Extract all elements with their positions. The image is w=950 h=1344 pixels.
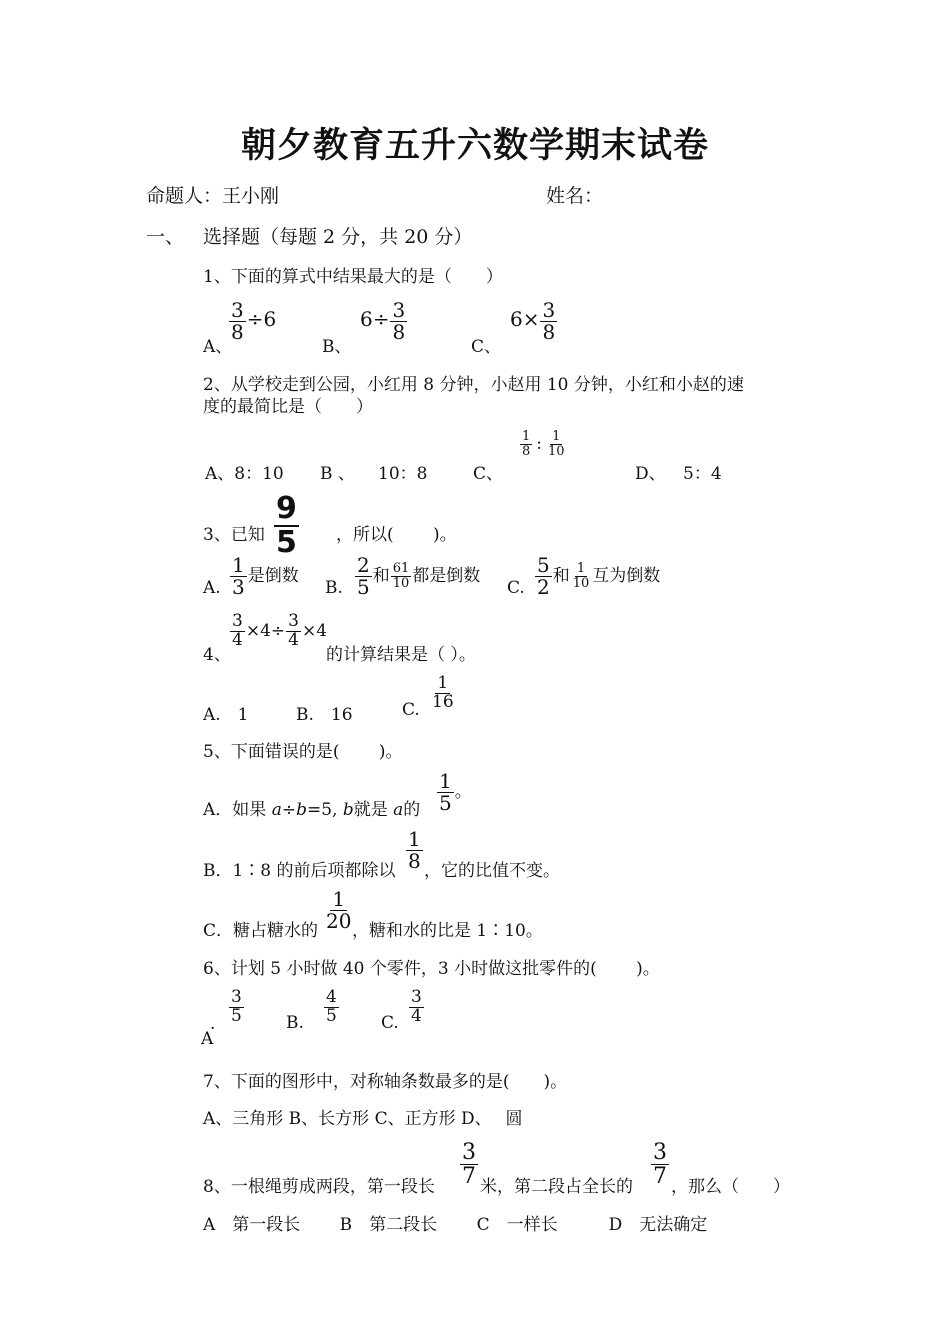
q3-option-a-expr: $\frac{1}{3}$ 是倒数 xyxy=(232,553,299,599)
fraction: $\frac{3}{7}$ xyxy=(462,1140,476,1190)
q2-option-d-value: 5：4 xyxy=(683,464,722,484)
fraction: $\frac{1}{20}$ xyxy=(326,887,352,933)
q4-expression: $\frac{3}{4}$ ×4÷ $\frac{3}{4}$ ×4 xyxy=(232,611,328,650)
section-number: 一、 xyxy=(146,226,185,248)
fraction: $\frac{3}{4}$ xyxy=(288,611,299,650)
question-1-stem: 1、下面的算式中结果最大的是（ ） xyxy=(203,267,503,287)
q8-fraction-2 xyxy=(650,1141,670,1188)
q2-option-c-expr: $\frac{1}{8}$ : $\frac{1}{10}$ xyxy=(522,429,565,459)
q6-option-c-fraction xyxy=(408,989,425,1026)
q6-option-c-label: C. xyxy=(381,1013,399,1033)
q6-option-b-label: B. xyxy=(286,1013,304,1033)
fraction: $\frac{1}{8}$ xyxy=(522,429,531,459)
q1-option-b-expr: 6÷ $\frac{3}{8}$ xyxy=(360,298,406,344)
q8-options: A 第一段长 B 第二段长 C 一样长 D 无法确定 xyxy=(203,1215,708,1235)
q4-option-c-expr xyxy=(429,675,457,712)
q2-option-b-value: 10：8 xyxy=(378,464,428,484)
fraction: $\frac{1}{8}$ xyxy=(408,827,421,873)
q3-option-c-expr: $\frac{5}{2}$ 和 $\frac{1}{10}$ 互为倒数 xyxy=(537,553,661,599)
q3-option-b-expr: $\frac{2}{5}$ 和 $\frac{61}{10}$ 都是倒数 xyxy=(357,553,481,599)
q5-option-a: A．如果 a÷b=5, b就是 a的 xyxy=(203,800,421,820)
q6-option-a-dot: . xyxy=(210,1014,216,1034)
q2-option-b-label: B 、 xyxy=(320,464,355,484)
fraction: $\frac{61}{10}$ xyxy=(392,561,410,591)
fraction: $\frac{1}{16}$ xyxy=(432,673,454,712)
q1-option-a-label: A、 xyxy=(203,337,233,357)
fraction: $\frac{1}{3}$ xyxy=(232,553,245,599)
fraction: $\frac{1}{10}$ xyxy=(548,429,565,459)
q6-option-a-fraction xyxy=(228,989,245,1026)
question-2-stem-line-1: 2、从学校走到公园，小红用 8 分钟，小赵用 10 分钟，小红和小赵的速 xyxy=(203,375,744,395)
question-4-stem: 的计算结果是（ ）。 xyxy=(326,645,476,665)
q3-option-b-label: B. xyxy=(325,578,343,598)
q2-option-a: A、8：10 xyxy=(205,464,284,484)
q3-option-a-label: A. xyxy=(203,578,221,598)
question-8-prefix: 8、一根绳剪成两段，第一段长 xyxy=(203,1177,435,1197)
question-4-prefix: 4、 xyxy=(203,645,231,665)
question-8-mid: 米，第二段占全长的 xyxy=(480,1177,633,1197)
question-3-prefix: 3、已知 xyxy=(203,525,265,545)
question-8-suffix: ，那么（ ） xyxy=(671,1177,790,1197)
q3-option-c-label: C. xyxy=(507,578,525,598)
q8-fraction-1 xyxy=(459,1141,479,1188)
fraction: $\frac{3}{8}$ xyxy=(542,298,556,344)
q5-option-b-text: B．1∶8 的前后项都除以 xyxy=(203,861,396,881)
fraction: $\frac{9}{5}$ xyxy=(276,491,297,560)
q5-option-b-end: ，它的比值不变。 xyxy=(424,861,560,881)
q1-option-c-expr: 6× $\frac{3}{8}$ xyxy=(510,298,556,344)
question-3-suffix: ，所以( )。 xyxy=(336,525,457,545)
question-5-stem: 5、下面错误的是( )。 xyxy=(203,742,403,762)
q5-option-b-fraction xyxy=(405,829,424,872)
fraction: $\frac{3}{5}$ xyxy=(231,987,242,1026)
q1-option-a-expr: $\frac{3}{8}$ ÷6 xyxy=(231,298,277,344)
fraction: $\frac{4}{5}$ xyxy=(326,987,337,1026)
q4-option-b: B. 16 xyxy=(296,705,353,725)
q6-option-b-fraction xyxy=(323,989,340,1026)
question-2-stem-line-2: 度的最简比是（ ） xyxy=(203,397,373,417)
q7-options: A、三角形 B、长方形 C、正方形 D、 圆 xyxy=(203,1109,523,1129)
fraction: $\frac{3}{8}$ xyxy=(231,298,244,344)
question-7-stem: 7、下面的图形中，对称轴条数最多的是( )。 xyxy=(203,1072,568,1092)
question-6-stem: 6、计划 5 小时做 40 个零件，3 小时做这批零件的( )。 xyxy=(203,959,660,979)
fraction: $\frac{3}{4}$ xyxy=(232,611,243,650)
q5-option-c-fraction xyxy=(323,889,354,932)
fraction: $\frac{3}{4}$ xyxy=(411,987,422,1026)
q4-option-c-label: C. xyxy=(402,700,420,720)
page-title: 朝夕教育五升六数学期末试卷 xyxy=(240,126,709,166)
q1-option-c-label: C、 xyxy=(471,337,502,357)
fraction: $\frac{3}{8}$ xyxy=(392,298,406,344)
section-title: 选择题（每题 2 分，共 20 分） xyxy=(203,226,473,248)
q3-given-fraction xyxy=(273,493,300,558)
q2-option-d-label: D、 xyxy=(635,464,666,484)
q6-option-a-letter: A xyxy=(201,1029,214,1049)
fraction: $\frac{1}{5}$ xyxy=(439,769,452,815)
fraction: $\frac{5}{2}$ xyxy=(537,553,550,599)
q5-option-c-end: ，糖和水的比是 1∶10。 xyxy=(352,921,543,941)
q5-option-a-fraction: $\frac{1}{5}$ 。 xyxy=(439,769,472,815)
q1-option-b-label: B、 xyxy=(322,337,352,357)
fraction: $\frac{1}{10}$ xyxy=(572,561,590,591)
author-label: 命题人：王小刚 xyxy=(146,185,280,207)
q5-option-c-text: C．糖占糖水的 xyxy=(203,921,319,941)
q4-option-a: A. 1 xyxy=(203,705,249,725)
q2-option-c-label: C、 xyxy=(473,464,504,484)
name-label: 姓名： xyxy=(546,185,604,207)
fraction: $\frac{3}{7}$ xyxy=(653,1140,667,1190)
fraction: $\frac{2}{5}$ xyxy=(357,553,370,599)
